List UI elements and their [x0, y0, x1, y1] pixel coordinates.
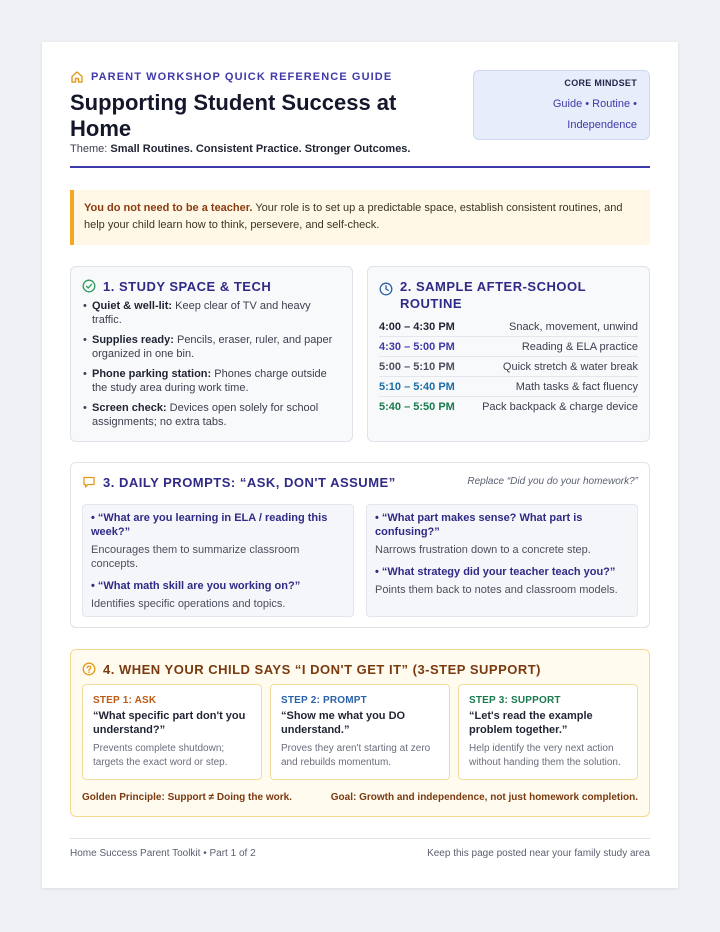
prompt-question: • “What part makes sense? What part is confusing?”	[375, 512, 583, 538]
eyebrow-text: PARENT WORKSHOP QUICK REFERENCE GUIDE	[91, 71, 393, 83]
footer-right: Keep this page posted near your family study area	[427, 848, 650, 859]
callout-lead: You do not need to be a teacher.	[84, 202, 253, 214]
callout-text: Your role is to set up a predictable space, establish consistent routines, and help your child learn how to think, persevere, and self-check.	[84, 202, 623, 231]
prompt-description: Encourages them to summarize classroom concepts.	[91, 544, 300, 570]
schedule-time: 4:00 – 4:30 PM	[379, 320, 455, 333]
support-goal: Goal: Growth and independence, not just homework completion.	[330, 792, 638, 803]
daily-prompts-card	[70, 462, 650, 628]
item-label: Quiet & well-lit:	[92, 300, 173, 312]
prompt-description: Points them back to notes and classroom models.	[375, 584, 618, 596]
teacher-callout	[70, 190, 650, 245]
list-item	[82, 367, 341, 395]
page-content	[70, 70, 650, 859]
schedule-row	[379, 337, 638, 357]
list-item	[82, 401, 341, 429]
check-circle-icon	[82, 279, 96, 293]
page-footer	[70, 848, 650, 859]
schedule-activity: Math tasks & fact fluency	[515, 380, 638, 393]
theme-line	[70, 143, 650, 155]
theme-value: Small Routines. Consistent Practice. Stronger Outcomes.	[110, 143, 411, 155]
routine-card	[367, 266, 650, 442]
step-support-box	[458, 684, 638, 780]
schedule-time: 4:30 – 5:00 PM	[379, 340, 455, 353]
step-label: STEP 3: SUPPORT	[469, 695, 561, 706]
support-card	[70, 649, 650, 817]
prompt-question: • “What are you learning in ELA / reading this week?”	[91, 512, 328, 538]
schedule-row	[379, 397, 638, 417]
step-prompt-box	[270, 684, 450, 780]
core-mindset-value	[484, 94, 637, 136]
step-question: “What specific part don't you understand?”	[93, 710, 246, 736]
header-divider	[70, 166, 650, 168]
daily-prompts-title: 3. DAILY PROMPTS: “ASK, DON'T ASSUME”	[103, 475, 396, 490]
list-item	[82, 333, 341, 361]
core-mindset-box	[473, 70, 650, 140]
routine-title: 2. SAMPLE AFTER-SCHOOL ROUTINE	[400, 279, 586, 311]
item-label: Supplies ready:	[92, 334, 174, 346]
schedule-row	[379, 317, 638, 337]
home-icon	[70, 70, 84, 84]
study-space-card	[70, 266, 353, 442]
step-description: Proves they aren't starting at zero and rebuilds momentum.	[281, 743, 431, 768]
step-label: STEP 2: PROMPT	[281, 695, 367, 706]
step-ask-box	[82, 684, 262, 780]
support-footer	[82, 792, 638, 803]
step-description: Help identify the very next action without handing them the solution.	[469, 743, 621, 768]
schedule-row	[379, 377, 638, 397]
core-mindset-label: CORE MINDSET	[564, 78, 637, 88]
clock-icon	[379, 282, 393, 296]
footer-divider	[70, 838, 650, 839]
schedule-activity: Pack backpack & charge device	[482, 401, 638, 413]
daily-prompts-hint: Replace “Did you do your homework?”	[467, 476, 638, 487]
schedule-row	[379, 357, 638, 377]
item-text: Devices open solely for school assignments; no extra tabs.	[92, 402, 319, 428]
footer-left: Home Success Parent Toolkit • Part 1 of 2	[70, 848, 256, 859]
routine-schedule	[379, 317, 638, 417]
step-description: Prevents complete shutdown; targets the exact word or step.	[93, 743, 228, 768]
study-space-heading	[82, 278, 341, 295]
step-question: “Show me what you DO understand.”	[281, 710, 406, 736]
support-title: 4. WHEN YOUR CHILD SAYS “I DON'T GET IT” (3-STEP SUPPORT)	[103, 662, 542, 677]
core-mindset-line1: Guide • Routine •	[552, 98, 637, 110]
page-sheet	[42, 42, 678, 888]
item-text: Keep clear of TV and heavy traffic.	[92, 300, 311, 326]
schedule-activity: Snack, movement, unwind	[508, 320, 638, 333]
help-circle-icon	[82, 662, 96, 676]
golden-principle: Golden Principle: Support ≠ Doing the work.	[82, 792, 292, 803]
page-title: Supporting Student Success at Home	[70, 90, 397, 141]
step-label: STEP 1: ASK	[93, 695, 157, 706]
theme-label: Theme:	[70, 143, 108, 155]
support-heading	[82, 661, 638, 678]
prompt-description: Identifies specific operations and topics.	[91, 598, 286, 610]
item-text: Phones charge outside the study area during work time.	[92, 368, 327, 394]
schedule-time: 5:10 – 5:40 PM	[379, 380, 455, 393]
study-space-list	[82, 299, 341, 429]
schedule-time: 5:00 – 5:10 PM	[379, 360, 455, 373]
schedule-activity: Quick stretch & water break	[502, 360, 638, 373]
prompt-description: Narrows frustration down to a concrete step.	[375, 544, 591, 556]
list-item	[82, 299, 341, 327]
prompts-left-box	[82, 504, 354, 617]
study-space-title: 1. STUDY SPACE & TECH	[103, 279, 272, 294]
prompts-right-box	[366, 504, 638, 617]
prompt-question: • “What math skill are you working on?”	[91, 580, 301, 592]
chat-bubble-icon	[82, 475, 96, 489]
item-text: Pencils, eraser, ruler, and paper organized in one bin.	[92, 334, 333, 360]
schedule-time: 5:40 – 5:50 PM	[379, 401, 455, 413]
routine-heading	[379, 278, 638, 312]
step-question: “Let's read the example problem together.”	[469, 710, 593, 736]
item-label: Screen check:	[92, 402, 167, 414]
prompt-question: • “What strategy did your teacher teach you?”	[375, 566, 616, 578]
core-mindset-line2: Independence	[567, 119, 637, 131]
schedule-activity: Reading & ELA practice	[521, 340, 638, 353]
item-label: Phone parking station:	[92, 368, 212, 380]
